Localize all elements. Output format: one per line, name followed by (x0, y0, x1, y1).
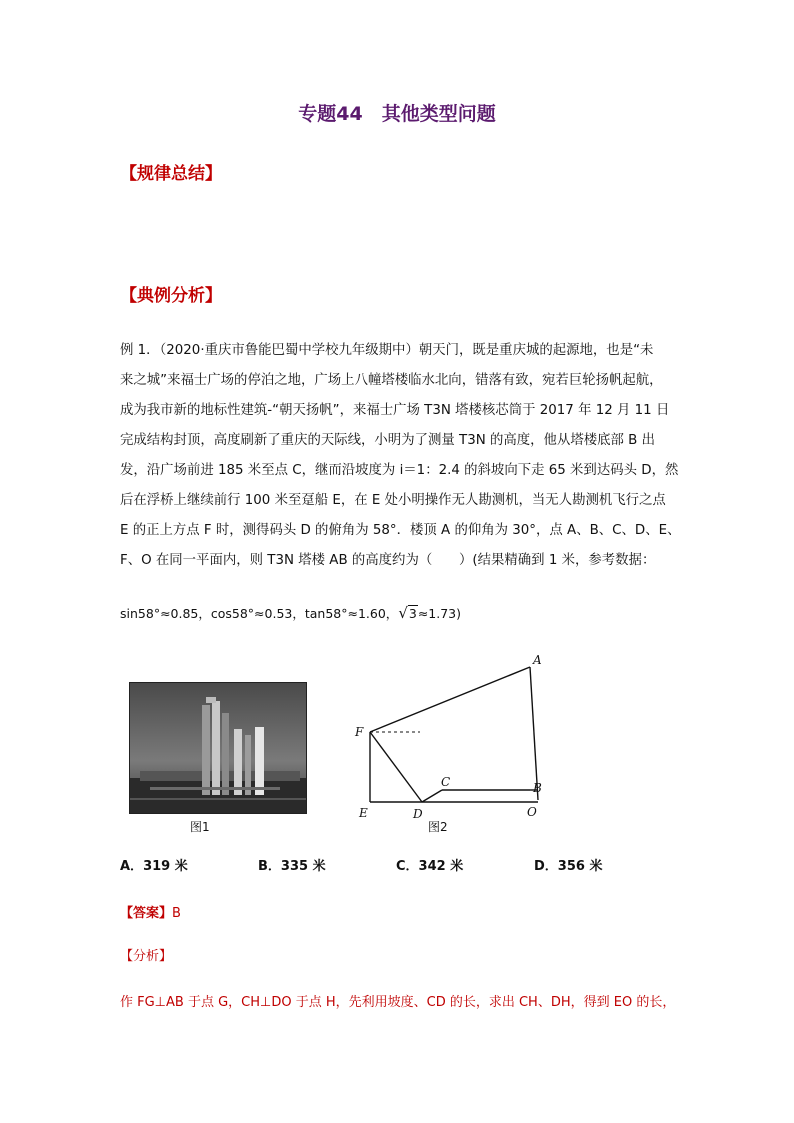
answer-section (120, 902, 181, 921)
figure-2-diagram (350, 650, 550, 840)
analysis-text: 作 FG⊥AB 于点 G，CH⊥DO 于点 H，先利用坡度、CD 的长，求出 CH、DH，得到 EO 的长， (120, 995, 676, 1010)
choice-text: 335 米 (280, 859, 326, 874)
point-label-E: E (359, 806, 368, 820)
figure-2-caption: 图2 (428, 820, 448, 834)
figure-1-photo (129, 682, 307, 814)
formula-suffix: ≈1.73) (417, 606, 462, 621)
answer-value: B (172, 906, 181, 921)
segment-FD (370, 732, 422, 802)
choice-text: 319 米 (143, 859, 188, 874)
choice-text: 342 米 (418, 859, 464, 874)
sqrt-radicand: 3 (408, 606, 417, 621)
choice-b[interactable] (258, 855, 326, 874)
choice-letter: C． (396, 859, 419, 874)
choice-d[interactable] (534, 855, 602, 874)
point-label-D: D (413, 807, 423, 821)
reference-data (120, 604, 461, 622)
example-line: 来之城”来福士广场的停泊之地，广场上八幢塔楼临水北向，错落有致，宛若巨轮扬帆起航， (120, 373, 663, 388)
point-label-F: F (355, 725, 364, 739)
point-label-B: B (533, 781, 542, 795)
example-line: 后在浮桥上继续前行 100 米至趸船 E，在 E 处小明操作无人勘测机，当无人勘测机飞行之点 (120, 493, 666, 508)
analysis-label: 【分析】 (120, 949, 173, 964)
answer-label: 【答案】 (120, 906, 173, 921)
section-heading-examples: 【典例分析】 (120, 286, 222, 306)
example-problem-text (120, 336, 680, 576)
formula-prefix: sin58°≈0.85，cos58°≈0.53，tan58°≈1.60， (120, 606, 399, 621)
figure-1-caption: 图1 (190, 820, 210, 834)
example-line: 例 1．（2020·重庆市鲁能巴蜀中学校九年级期中）朝天门，既是重庆城的起源地，也是“未 (120, 343, 654, 358)
segment-FA (370, 667, 530, 732)
point-label-O: O (527, 805, 537, 819)
choice-a[interactable] (120, 855, 188, 874)
example-line: E 的正上方点 F 时，测得码头 D 的俯角为 58°．楼顶 A 的仰角为 30°，点 A、B、C、D、E、 (120, 523, 681, 538)
example-line: 成为我市新的地标性建筑-“朝天扬帆”，来福士广场 T3N 塔楼核芯筒于 2017 年 12 月 11 日 (120, 403, 670, 418)
choice-c[interactable] (396, 855, 463, 874)
tower-photo-image (130, 683, 306, 813)
point-label-C: C (441, 775, 451, 789)
example-line: 发，沿广场前进 185 米至点 C，继而沿坡度为 i＝1：2.4 的斜坡向下走 65 米到达码头 D，然 (120, 463, 679, 478)
choice-letter: A． (120, 859, 144, 874)
section-heading-rules: 【规律总结】 (120, 164, 222, 184)
example-line: F、O 在同一平面内，则 T3N 塔楼 AB 的高度约为（ ）(结果精确到 1 米，参考数据： (120, 553, 656, 568)
choice-letter: D． (534, 859, 558, 874)
choice-text: 356 米 (557, 859, 603, 874)
segment-DC (422, 790, 442, 802)
sqrt-symbol: √ (398, 604, 408, 622)
choice-letter: B． (258, 859, 281, 874)
page-title: 专题44 其他类型问题 (298, 103, 496, 125)
example-line: 完成结构封顶，高度刷新了重庆的天际线，小明为了测量 T3N 的高度，他从塔楼底部 B 出 (120, 433, 655, 448)
point-label-A: A (533, 653, 542, 667)
